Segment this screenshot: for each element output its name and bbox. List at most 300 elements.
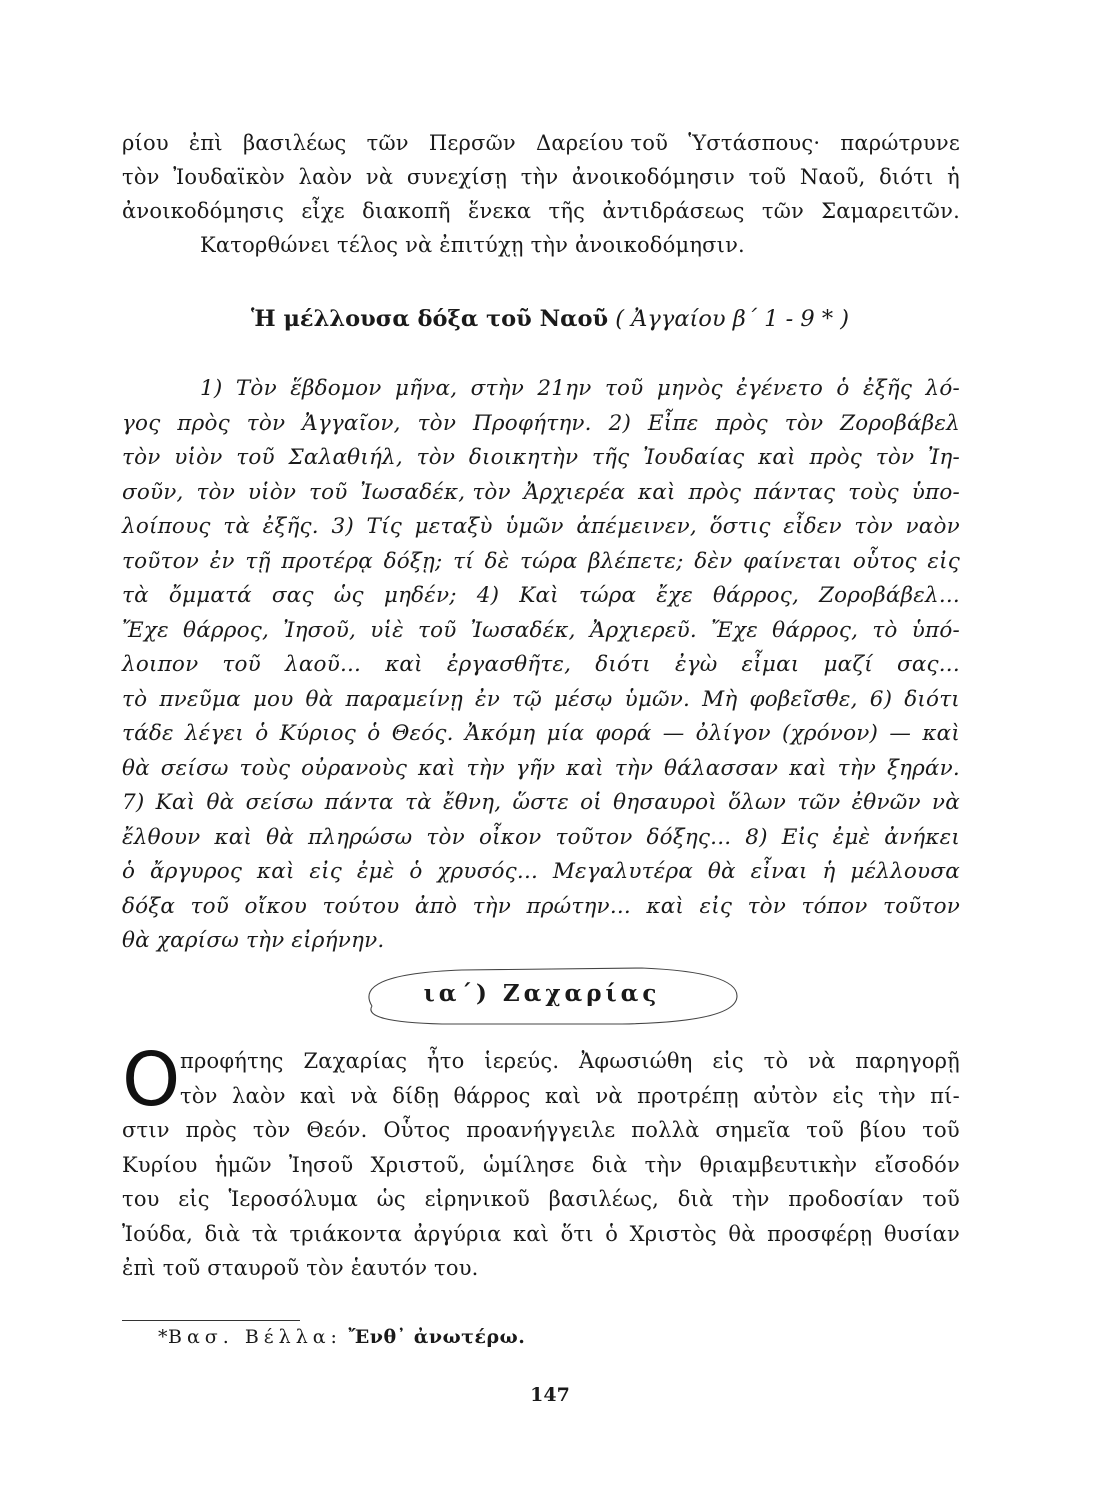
word: ἐγὼ bbox=[674, 652, 718, 677]
word: δόξα bbox=[122, 893, 176, 919]
word: υἱὲ bbox=[370, 617, 404, 643]
word: βασιλέως bbox=[242, 131, 347, 155]
word: θάρρος bbox=[453, 1083, 531, 1108]
word: Μὴ bbox=[702, 686, 738, 712]
word: δὲν bbox=[694, 548, 733, 574]
text-line-last: θὰ χαρίσω τὴν εἰρήνην. bbox=[122, 928, 385, 953]
word: θὰ bbox=[266, 824, 294, 850]
word: υἱὸν bbox=[174, 445, 223, 470]
word: ἡ bbox=[947, 165, 960, 189]
word: τὸν bbox=[122, 165, 160, 189]
word: καὶ bbox=[544, 1083, 582, 1108]
text-line bbox=[122, 683, 960, 718]
word: μία bbox=[546, 721, 585, 746]
word: εἶναι bbox=[750, 859, 808, 884]
word: καὶ bbox=[758, 445, 796, 470]
heading-zacharias-title: ια΄) Ζαχαρίας bbox=[423, 980, 661, 1007]
word: τὰ bbox=[251, 1221, 278, 1246]
word: Σαλαθιήλ, bbox=[288, 445, 403, 470]
word: οἶκον bbox=[478, 824, 542, 850]
word: καὶ bbox=[566, 755, 604, 781]
word: νὰ bbox=[595, 1083, 623, 1108]
word: τῶν bbox=[366, 131, 409, 155]
word: τώρα bbox=[520, 548, 578, 574]
word: δίδῃ bbox=[392, 1083, 440, 1108]
word: μέλλουσα bbox=[850, 859, 960, 884]
word: οἱ bbox=[580, 790, 602, 815]
word: Ζοροβάβελ bbox=[840, 410, 960, 436]
word: πρὸς bbox=[185, 1118, 237, 1142]
word: τὴν bbox=[466, 755, 505, 781]
word: Ἱεροσόλυμα bbox=[228, 1187, 358, 1211]
word: μηνὸς bbox=[656, 376, 723, 401]
word: σοῦν, bbox=[122, 479, 184, 505]
word: θριαμβευτικὴν bbox=[699, 1152, 858, 1177]
word: τάδε bbox=[122, 721, 174, 746]
word: τὰ bbox=[404, 790, 432, 815]
word: τὰ bbox=[122, 583, 149, 608]
word: εἰς bbox=[712, 1049, 744, 1073]
footnote-marker: * bbox=[158, 1326, 168, 1348]
word: τοῦτον bbox=[555, 824, 633, 850]
word: σείσω bbox=[245, 790, 314, 815]
word: ὁ bbox=[605, 1221, 619, 1246]
word: (χρόνον) bbox=[782, 721, 879, 746]
word: ἔθνη, bbox=[443, 790, 502, 815]
word: ἕνεκα bbox=[468, 199, 532, 223]
word: πρὸς bbox=[688, 479, 742, 505]
word: ὑπό- bbox=[911, 617, 960, 643]
word: Ἀρχιερέα bbox=[523, 479, 626, 505]
word: ξηράν. bbox=[886, 755, 960, 781]
word: ὀλίγον bbox=[695, 721, 771, 746]
word: λαὸν bbox=[298, 165, 353, 189]
haggai-passage bbox=[122, 372, 960, 959]
footnote-rule bbox=[122, 1320, 300, 1321]
word: βασιλέως, bbox=[548, 1187, 660, 1211]
word: τοῦ bbox=[236, 445, 275, 470]
word: μέσῳ bbox=[554, 686, 613, 712]
word: τῶν bbox=[761, 199, 804, 223]
word: ὁ bbox=[255, 721, 269, 746]
word: τοῦτον bbox=[882, 893, 960, 919]
word: πρὸς bbox=[809, 445, 863, 470]
word: διὰ bbox=[677, 1187, 714, 1211]
text-line bbox=[122, 194, 960, 228]
word: εἰρηνικοῦ bbox=[424, 1187, 530, 1211]
word: εἶδεν bbox=[783, 514, 842, 539]
word: μαζί bbox=[823, 652, 873, 677]
word: διοικητὴν bbox=[468, 445, 579, 470]
word: πάντας bbox=[753, 479, 836, 505]
text-line bbox=[122, 890, 960, 925]
word: προανήγγειλε bbox=[466, 1118, 616, 1142]
word: πρώτην... bbox=[526, 893, 631, 919]
word: ὁ bbox=[836, 376, 850, 401]
word: καὶ bbox=[300, 1083, 337, 1108]
word: οὐρανοὺς bbox=[301, 755, 408, 781]
section-heading-haggai bbox=[0, 306, 1100, 332]
word: νὰ bbox=[931, 790, 960, 815]
word: Κυρίου bbox=[122, 1152, 198, 1177]
text-line bbox=[122, 372, 960, 407]
word: τῆς bbox=[548, 199, 586, 223]
word: λό- bbox=[925, 376, 960, 401]
word: Ἔχε bbox=[711, 617, 758, 643]
footnote-author: Βασ. Βέλλα: bbox=[168, 1326, 342, 1348]
word: ἡ bbox=[822, 859, 836, 884]
word: ὅστις bbox=[709, 514, 771, 539]
word: σείσω bbox=[160, 755, 229, 781]
word: — bbox=[889, 721, 912, 746]
word: τοὺς bbox=[239, 755, 291, 781]
word: στιν bbox=[122, 1118, 170, 1142]
word: ἦτο bbox=[427, 1049, 465, 1073]
word: διότι bbox=[879, 165, 934, 189]
word: εἰς bbox=[178, 1187, 210, 1211]
word: εἰς bbox=[927, 548, 960, 574]
word: εἴσοδόν bbox=[874, 1152, 960, 1177]
word: 3) bbox=[331, 514, 354, 539]
word: 6) bbox=[869, 686, 893, 712]
word: Ἰη- bbox=[927, 445, 960, 470]
text-line bbox=[122, 752, 960, 787]
word: Κύριος bbox=[279, 721, 357, 746]
word: διότι bbox=[595, 652, 651, 677]
word: τὸν bbox=[416, 445, 456, 470]
word: στὴν bbox=[470, 376, 524, 401]
word: Ἰουδαϊκὸν bbox=[173, 165, 285, 189]
word: Ναοῦ, bbox=[799, 165, 866, 189]
word: θησαυροὶ bbox=[613, 790, 717, 815]
word: Τίς bbox=[366, 514, 402, 539]
word: θὰ bbox=[707, 859, 736, 884]
word: ἀνήκει bbox=[884, 824, 960, 850]
text-line-last: ἐπὶ τοῦ σταυροῦ τὸν ἑαυτόν του. bbox=[122, 1256, 479, 1280]
text-line bbox=[122, 160, 960, 194]
footnote bbox=[158, 1326, 525, 1348]
word: ἀπέμεινεν, bbox=[576, 514, 697, 539]
word: τὴν bbox=[732, 1187, 770, 1211]
word: ὁ bbox=[409, 859, 423, 884]
word: τὸ bbox=[763, 1049, 789, 1073]
word: χρυσός... bbox=[437, 859, 539, 884]
word: ἐγένετο bbox=[736, 376, 823, 401]
word: Οὗτος bbox=[383, 1118, 451, 1142]
word: ὥστε bbox=[512, 790, 569, 815]
word: ὅλων bbox=[728, 790, 787, 815]
word: τοῦ bbox=[222, 652, 261, 677]
footnote-reference: Ἔνθ᾽ ἀνωτέρω. bbox=[348, 1326, 526, 1348]
text-line-last: Κατορθώνει τέλος νὰ ἐπιτύχῃ τὴν ἀνοικοδόμησιν. bbox=[200, 233, 745, 257]
word: μου bbox=[252, 686, 294, 712]
word: ἐν bbox=[209, 548, 235, 574]
word: πάντα bbox=[324, 790, 394, 815]
word: Τὸν bbox=[235, 376, 277, 401]
text-line bbox=[122, 1148, 960, 1183]
text-line bbox=[122, 441, 960, 476]
word: θὰ bbox=[122, 755, 150, 781]
word: ὁ bbox=[122, 859, 136, 884]
word: τὸν bbox=[747, 893, 787, 919]
word: τὸν bbox=[122, 445, 161, 470]
word: ἔλθουν bbox=[122, 824, 201, 850]
word: φαίνεται bbox=[743, 548, 843, 574]
zacharias-paragraph bbox=[122, 1044, 960, 1286]
word: θάρρος, bbox=[772, 617, 859, 643]
word: πνεῦμα bbox=[159, 686, 241, 712]
word: Ἀφωσιώθη bbox=[579, 1049, 693, 1073]
word: ἐξῆς. bbox=[262, 514, 319, 539]
word: Ἰωσαδέκ, τὸν bbox=[360, 479, 511, 505]
word: τοὺς bbox=[848, 479, 899, 505]
word: τὸν bbox=[417, 410, 457, 436]
word: θάλασσαν bbox=[664, 755, 779, 781]
word: πρὸς bbox=[177, 410, 230, 436]
word: ὑμῶν. bbox=[624, 686, 691, 712]
word: μηδέν; bbox=[383, 583, 457, 608]
word: τὴν bbox=[878, 1083, 916, 1108]
word: θάρρος, bbox=[713, 583, 799, 608]
word: του bbox=[122, 1187, 160, 1211]
word: τώρα bbox=[578, 583, 637, 608]
page-number: 147 bbox=[530, 1384, 570, 1406]
word: λοίπους bbox=[122, 514, 211, 539]
word: εἶχε bbox=[301, 199, 345, 223]
word: τὴν bbox=[644, 1152, 683, 1177]
word: υἱὸν bbox=[247, 479, 297, 505]
word: τὸν bbox=[252, 1118, 291, 1142]
word: Προφήτην. bbox=[472, 410, 592, 436]
word: προφήτης bbox=[180, 1049, 284, 1073]
word: Θεόν. bbox=[306, 1118, 368, 1142]
word: τόπον bbox=[801, 893, 868, 919]
text-line bbox=[122, 545, 960, 580]
word: τὸ bbox=[872, 617, 898, 643]
word: ἐξῆς bbox=[863, 376, 913, 401]
word: λαὸν bbox=[231, 1083, 286, 1108]
word: τοῦ bbox=[748, 165, 787, 189]
word: βλέπετε; bbox=[588, 548, 684, 574]
word: ὁ bbox=[367, 721, 381, 746]
word: καὶ bbox=[417, 755, 456, 781]
word: μῆνα, bbox=[394, 376, 458, 401]
word: τὸν bbox=[875, 445, 915, 470]
word: Ὑστάσπους· bbox=[688, 131, 821, 155]
word: τοῦ bbox=[308, 479, 348, 505]
word: Ἀγγαῖον, bbox=[302, 410, 401, 436]
word: ἐθνῶν bbox=[851, 790, 921, 815]
word: προδοσίαν bbox=[788, 1187, 904, 1211]
word: Ἰουδαίας bbox=[643, 445, 745, 470]
word: Ἀκόμη bbox=[464, 721, 536, 746]
word: τριάκοντα bbox=[289, 1221, 402, 1246]
word: τῶν bbox=[797, 790, 841, 815]
word: εἰς bbox=[309, 859, 343, 884]
text-line bbox=[122, 648, 960, 683]
word: Ἰησοῦ, bbox=[283, 617, 357, 643]
intro-paragraph bbox=[122, 126, 960, 262]
word: θάρρος, bbox=[183, 617, 270, 643]
word: Δαρείου τοῦ bbox=[535, 131, 669, 155]
word: πληρώσω bbox=[307, 824, 413, 850]
word: τὸν bbox=[854, 514, 893, 539]
word: τί bbox=[453, 548, 474, 574]
word: δόξης... bbox=[646, 824, 732, 850]
text-line bbox=[122, 855, 960, 890]
word: διότι bbox=[904, 686, 960, 712]
word: ὡμίλησε bbox=[482, 1152, 575, 1177]
word: ναὸν bbox=[905, 514, 960, 539]
text-line bbox=[122, 476, 960, 511]
word: τὴν bbox=[837, 755, 877, 781]
word: Ἀρχιερεῦ. bbox=[589, 617, 697, 643]
word: 8) bbox=[745, 824, 768, 850]
word: πί- bbox=[930, 1083, 960, 1108]
word: καὶ bbox=[512, 1221, 550, 1246]
word: τῇ bbox=[245, 548, 271, 574]
word: ἀπὸ bbox=[414, 893, 458, 919]
word: βίου bbox=[859, 1118, 907, 1142]
word: φορά bbox=[595, 721, 652, 746]
word: ἄργυρος bbox=[149, 859, 243, 884]
word: ἕβδομον bbox=[290, 376, 382, 401]
word: Καὶ bbox=[155, 790, 196, 815]
text-line bbox=[122, 717, 960, 752]
word: τοῦ bbox=[806, 1118, 844, 1142]
word: τούτου bbox=[322, 893, 400, 919]
word: — bbox=[662, 721, 685, 746]
word: τοῦ bbox=[922, 1118, 960, 1142]
word: καὶ bbox=[214, 824, 253, 850]
word: Θεός. bbox=[391, 721, 454, 746]
word: τοῦ bbox=[604, 376, 644, 401]
word: ἡμῶν bbox=[214, 1152, 272, 1177]
text-line bbox=[122, 1044, 960, 1079]
word: ἐμὲ bbox=[356, 859, 395, 884]
word: τὴν bbox=[472, 893, 512, 919]
word: τὸν bbox=[196, 479, 235, 505]
word: τοῦ bbox=[922, 1187, 960, 1211]
word: νὰ bbox=[350, 1083, 378, 1108]
text-line bbox=[122, 1079, 960, 1114]
word: σας bbox=[271, 583, 314, 608]
word: τὴν bbox=[520, 165, 559, 189]
word: καὶ bbox=[789, 755, 827, 781]
word: Ἰούδα, bbox=[122, 1221, 194, 1246]
word: σας... bbox=[896, 652, 960, 677]
word: ἀργύρια bbox=[413, 1221, 502, 1246]
word: τὸν bbox=[180, 1083, 218, 1108]
word: ὑμῶν bbox=[505, 514, 564, 539]
word: καὶ bbox=[638, 479, 676, 505]
word: προτέρᾳ bbox=[281, 548, 373, 574]
word: ὡς bbox=[333, 583, 364, 608]
word: Ἰωσαδέκ, bbox=[470, 617, 576, 643]
word: καὶ bbox=[646, 893, 685, 919]
word: Ζαχαρίας bbox=[303, 1049, 408, 1073]
word: γῆν bbox=[515, 755, 556, 781]
word: σημεῖα bbox=[715, 1118, 791, 1142]
word: ρίου bbox=[122, 131, 169, 155]
word: νὰ bbox=[365, 165, 394, 189]
word: τὸ bbox=[122, 686, 148, 712]
text-line bbox=[122, 510, 960, 545]
word: Εἰς bbox=[781, 824, 819, 850]
word: ὄμματά bbox=[168, 583, 252, 608]
text-line bbox=[122, 1182, 960, 1217]
word: ἐμὲ bbox=[832, 824, 871, 850]
word: τὰ bbox=[223, 514, 251, 539]
word: λοιπον bbox=[122, 652, 199, 677]
word: ἐν bbox=[475, 686, 501, 712]
word: Ζοροβάβελ... bbox=[819, 583, 960, 608]
word: Περσῶν bbox=[428, 131, 516, 155]
word: τοῦτον bbox=[122, 548, 200, 574]
word: μεταξὺ bbox=[414, 514, 493, 539]
word: εἰς bbox=[699, 893, 733, 919]
heading-reference: ( Ἀγγαίου β΄ 1 - 9 * ) bbox=[615, 306, 849, 332]
word: διακοπῆ bbox=[362, 199, 451, 223]
word: τὴν bbox=[614, 755, 654, 781]
word: ἀνοικοδόμησιν bbox=[571, 165, 735, 189]
word: Χριστὸς bbox=[629, 1221, 717, 1246]
word: φοβεῖσθε, bbox=[749, 686, 858, 712]
word: καὶ bbox=[385, 652, 423, 677]
word: ὅτι bbox=[560, 1221, 594, 1246]
word: διὰ bbox=[591, 1152, 628, 1177]
drop-cap: Ο bbox=[122, 1037, 181, 1123]
word: Καὶ bbox=[519, 583, 559, 608]
word: διὰ bbox=[204, 1221, 241, 1246]
word: παραμείνῃ bbox=[345, 686, 463, 712]
word: 7) bbox=[122, 790, 145, 815]
word: τῷ bbox=[512, 686, 542, 712]
text-line bbox=[122, 579, 960, 614]
word: Σαμαρειτῶν. bbox=[821, 199, 960, 223]
word: ἐπὶ bbox=[188, 131, 223, 155]
word: συνεχίσῃ bbox=[406, 165, 508, 189]
word: ἐργασθῆτε, bbox=[446, 652, 572, 677]
word: θυσίαν bbox=[883, 1221, 960, 1246]
word: Ἰησοῦ bbox=[289, 1152, 354, 1177]
text-line bbox=[122, 821, 960, 856]
word: τοῦ bbox=[190, 893, 230, 919]
text-line bbox=[122, 1113, 960, 1148]
word: προτρέπῃ bbox=[637, 1083, 739, 1108]
word: εἶμαι bbox=[741, 652, 800, 677]
word: τῆς bbox=[591, 445, 630, 470]
word: ἀντιδράσεως bbox=[602, 199, 745, 223]
word: λέγει bbox=[184, 721, 244, 746]
word: πρὸς bbox=[715, 410, 768, 436]
section-heading-zacharias bbox=[342, 966, 742, 1028]
word: προσφέρῃ bbox=[767, 1221, 873, 1246]
word: Μεγαλυτέρα bbox=[552, 859, 694, 884]
word: δόξῃ; bbox=[383, 548, 443, 574]
word: λαοῦ... bbox=[285, 652, 362, 677]
word: ὑπο- bbox=[911, 479, 960, 505]
word: καὶ bbox=[256, 859, 295, 884]
word: ἔχε bbox=[656, 583, 693, 608]
word: οὗτος bbox=[852, 548, 917, 574]
word: τὸν bbox=[784, 410, 824, 436]
word: θὰ bbox=[728, 1221, 756, 1246]
word: ὡς bbox=[376, 1187, 406, 1211]
word: θὰ bbox=[206, 790, 235, 815]
text-line bbox=[122, 786, 960, 821]
word: τὸν bbox=[246, 410, 286, 436]
